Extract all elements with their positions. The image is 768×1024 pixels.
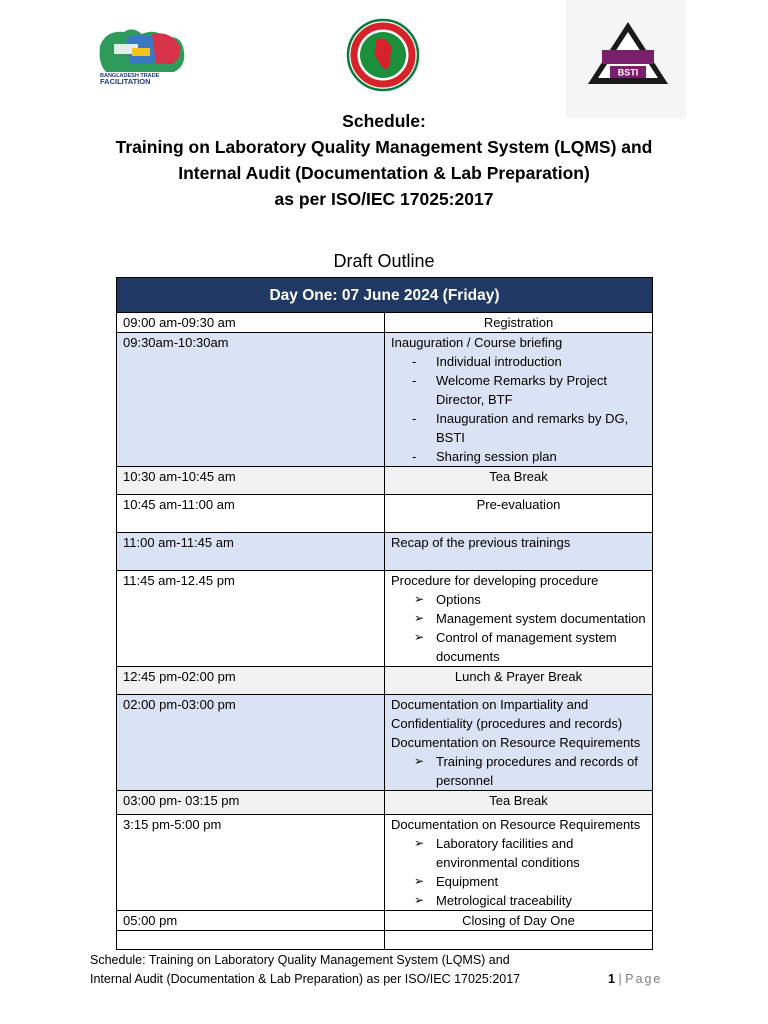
activity-cell — [385, 333, 653, 467]
table-row — [117, 313, 653, 333]
table-row — [117, 667, 653, 695]
activity-title: Procedure for developing procedure — [391, 573, 599, 588]
empty-cell — [385, 931, 653, 950]
title-line-2: Training on Laboratory Quality Management System (LQMS) and — [115, 137, 653, 157]
time-cell: 03:00 pm- 03:15 pm — [117, 791, 385, 815]
table-row — [117, 695, 653, 791]
list-item: ➢ Management system documentation — [436, 609, 646, 628]
page-separator: | — [618, 972, 622, 986]
time-cell: 10:45 am-11:00 am — [117, 495, 385, 533]
title-line-1: Schedule: — [342, 111, 426, 131]
time-cell: 10:30 am-10:45 am — [117, 467, 385, 495]
time-cell: 11:00 am-11:45 am — [117, 533, 385, 571]
document-title — [0, 108, 768, 212]
list-item: - Inauguration and remarks by DG, BSTI — [436, 409, 646, 447]
government-seal-logo — [346, 18, 420, 92]
bsti-logo — [586, 20, 670, 86]
table-row-empty — [117, 931, 653, 950]
list-item: ➢ Laboratory facilities and environmental conditions — [436, 834, 646, 872]
activity-list — [391, 834, 646, 910]
list-item: ➢ Control of management system documents — [436, 628, 646, 666]
table-row — [117, 467, 653, 495]
time-cell: 05:00 pm — [117, 911, 385, 931]
list-item: - Welcome Remarks by Project Director, BTF — [436, 371, 646, 409]
day-header-row — [117, 278, 653, 313]
activity-cell: Pre-evaluation — [385, 495, 653, 533]
list-item: ➢ Equipment — [436, 872, 646, 891]
svg-text:BANGLADESH TRADE: BANGLADESH TRADE — [100, 73, 160, 79]
table-row — [117, 815, 653, 911]
day-header: Day One: 07 June 2024 (Friday) — [117, 278, 653, 313]
time-cell: 09:00 am-09:30 am — [117, 313, 385, 333]
activity-cell — [385, 815, 653, 911]
activity-list — [391, 590, 646, 666]
table-row — [117, 571, 653, 667]
table-row — [117, 791, 653, 815]
draft-outline-label: Draft Outline — [333, 251, 435, 271]
list-item: - Sharing session plan — [436, 447, 646, 466]
schedule-table — [116, 277, 653, 950]
list-item: ➢ Metrological traceability — [436, 891, 646, 910]
activity-cell: Tea Break — [385, 467, 653, 495]
activity-cell: Recap of the previous trainings — [385, 533, 653, 571]
activity-title: Documentation on Impartiality and Confidentiality (procedures and records) — [391, 697, 623, 731]
activity-title: Documentation on Resource Requirements — [391, 817, 641, 832]
activity-list — [391, 352, 646, 466]
svg-text:BSTI: BSTI — [617, 67, 639, 78]
time-cell: 11:45 am-12.45 pm — [117, 571, 385, 667]
table-row — [117, 333, 653, 467]
list-item: - Individual introduction — [436, 352, 646, 371]
page-label: Page — [625, 972, 663, 986]
activity-cell: Lunch & Prayer Break — [385, 667, 653, 695]
activity-cell: Registration — [385, 313, 653, 333]
activity-subtitle: Documentation on Resource Requirements — [391, 735, 641, 750]
page-number — [608, 970, 662, 989]
table-row — [117, 911, 653, 931]
activity-list — [391, 752, 646, 790]
activity-cell — [385, 695, 653, 791]
activity-cell — [385, 571, 653, 667]
title-line-4: as per ISO/IEC 17025:2017 — [274, 189, 494, 209]
time-cell: 12:45 pm-02:00 pm — [117, 667, 385, 695]
activity-cell: Tea Break — [385, 791, 653, 815]
list-item: ➢ Training procedures and records of personnel — [436, 752, 646, 790]
table-row — [117, 495, 653, 533]
time-cell: 02:00 pm-03:00 pm — [117, 695, 385, 791]
footer-line-2: Internal Audit (Documentation & Lab Preparation) as per ISO/IEC 17025:2017 — [90, 972, 521, 986]
page-footer — [90, 951, 560, 989]
activity-title: Inauguration / Course briefing — [391, 335, 563, 350]
footer-line-1: Schedule: Training on Laboratory Quality Management System (LQMS) and — [90, 953, 510, 967]
svg-text:FACILITATION: FACILITATION — [100, 77, 151, 86]
empty-cell — [117, 931, 385, 950]
list-item: ➢ Options — [436, 590, 646, 609]
title-line-3: Internal Audit (Documentation & Lab Preparation) — [178, 163, 590, 183]
time-cell: 09:30am-10:30am — [117, 333, 385, 467]
btf-logo — [96, 24, 188, 86]
activity-cell: Closing of Day One — [385, 911, 653, 931]
table-row — [117, 533, 653, 571]
page-number-value: 1 — [608, 972, 615, 986]
time-cell: 3:15 pm-5:00 pm — [117, 815, 385, 911]
